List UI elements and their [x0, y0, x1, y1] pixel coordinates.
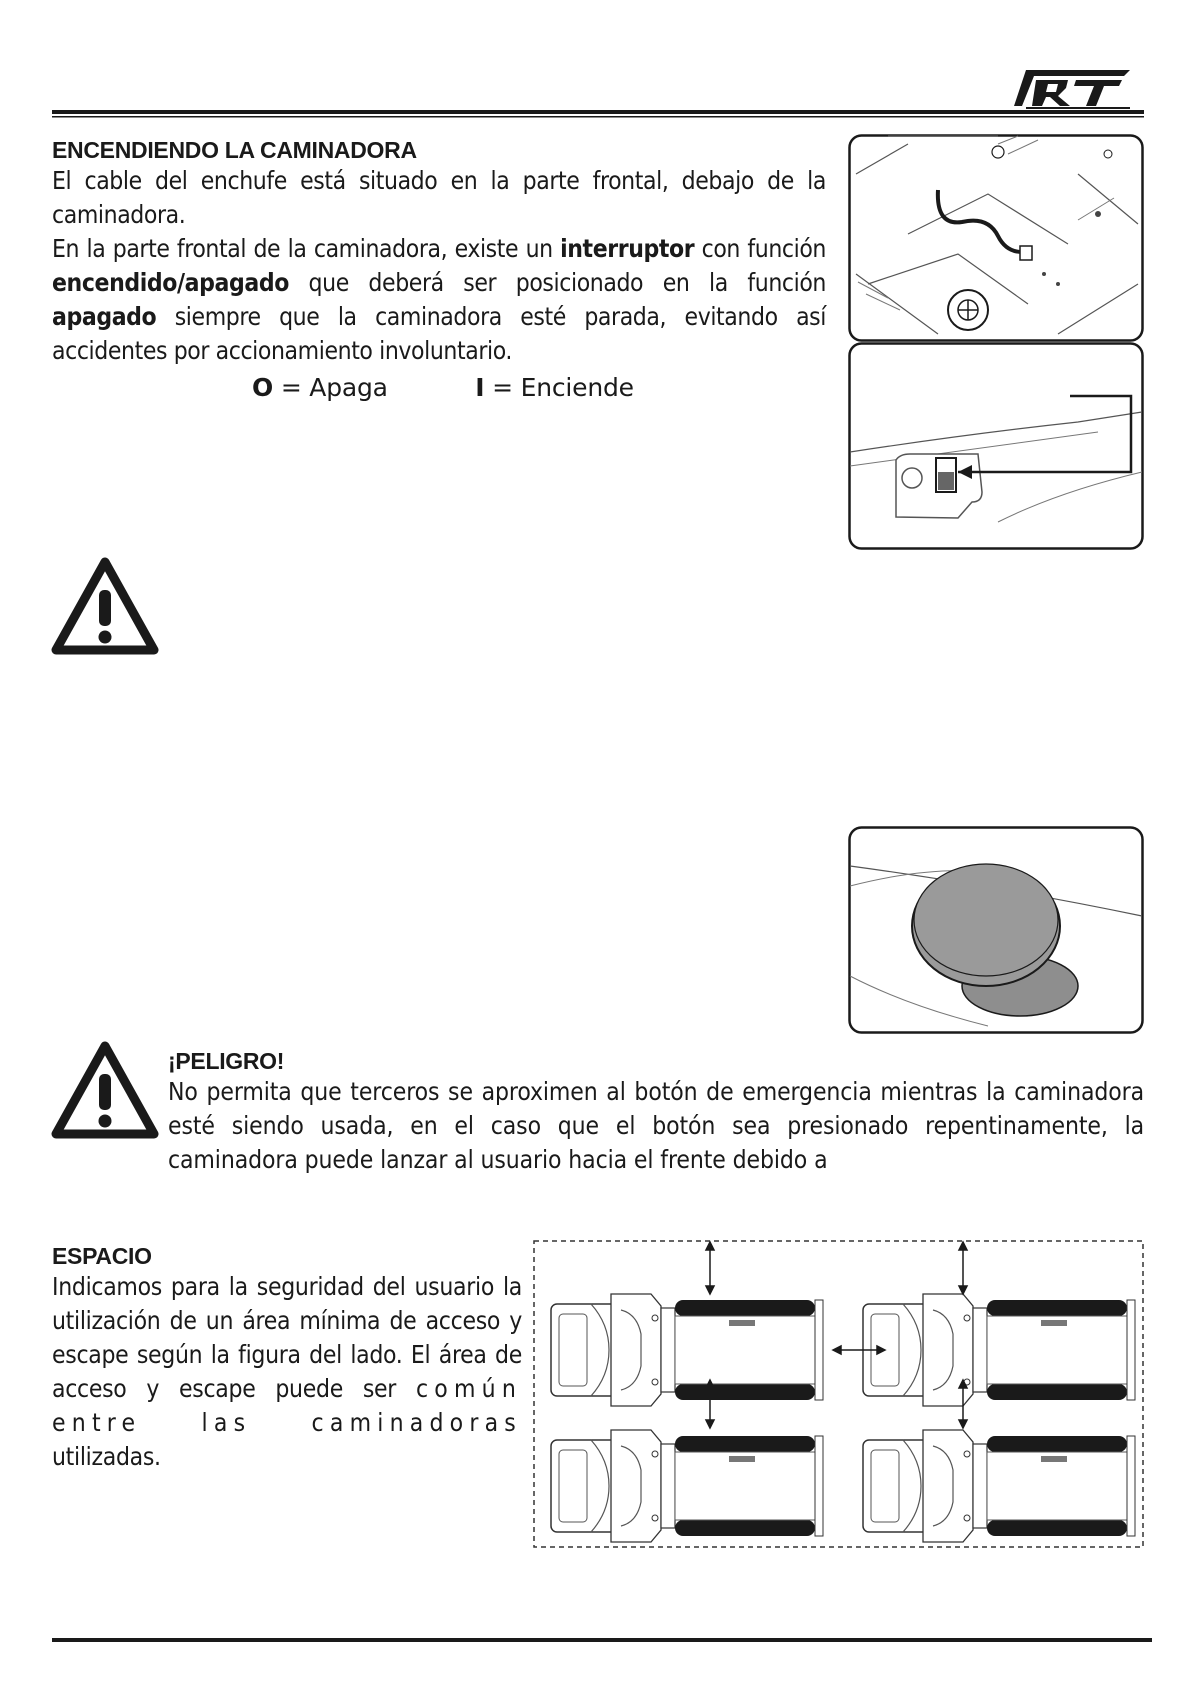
warning-triangle-icon	[50, 1040, 160, 1140]
space-section	[52, 1243, 522, 1474]
space-text: Indicamos para la seguridad del usuario la utilización de un área mínima de acceso y escape según la figura del lado. El área de acceso y escape puede ser común entre las caminadoras utilizadas.	[52, 1272, 522, 1471]
off-label: = Apaga	[280, 373, 388, 402]
space-section-title: ESPACIO	[52, 1243, 152, 1269]
footer-rule	[52, 1638, 1152, 1642]
switch-legend	[252, 373, 634, 402]
rt-logo	[1012, 66, 1132, 110]
header-rule	[52, 110, 1144, 118]
danger-text: No permita que terceros se aproximen al botón de emergencia mientras la caminadora esté siendo usada, en el caso que el botón sea presionado repentinamente, la caminadora puede lanzar al usuario hacia el frente debido a	[168, 1077, 1144, 1174]
power-section-title: ENCENDIENDO LA CAMINADORA	[52, 137, 417, 163]
treadmill-spacing-diagram	[533, 1240, 1144, 1548]
danger-notice	[168, 1048, 1144, 1177]
on-symbol: I	[475, 373, 485, 402]
off-symbol: O	[252, 373, 274, 402]
power-cord-paragraph: El cable del enchufe está situado en la parte frontal, debajo de la caminadora.	[52, 166, 826, 229]
switch-paragraph: En la parte frontal de la caminadora, existe un interruptor con función encendido/apagado que deberá ser posicionado en la función apagado siempre que la caminadora esté parada, evitando así accidentes por accionamiento involuntario.	[52, 234, 826, 365]
on-label: = Enciende	[492, 373, 634, 402]
power-cord-illustration	[848, 134, 1144, 342]
danger-title: ¡PELIGRO!	[168, 1048, 285, 1074]
emergency-button-illustration	[848, 826, 1144, 1034]
on-off-switch-illustration	[848, 342, 1144, 550]
power-section	[52, 137, 826, 368]
warning-triangle-icon	[50, 556, 160, 656]
